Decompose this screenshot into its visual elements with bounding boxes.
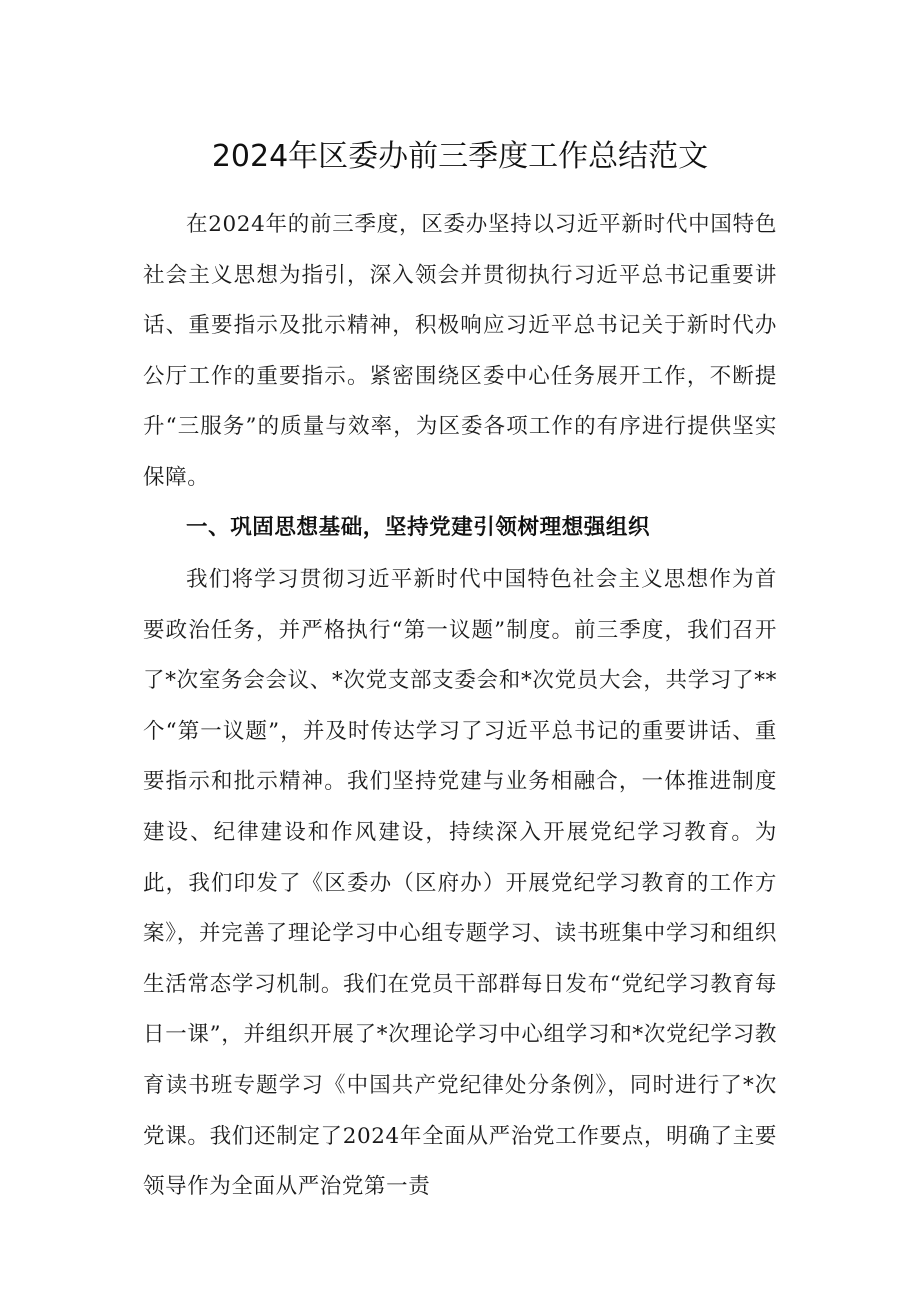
document-title: 2024年区委办前三季度工作总结范文	[211, 139, 709, 174]
section-paragraph: 我们将学习贯彻习近平新时代中国特色社会主义思想作为首要政治任务，并严格执行“第一议题”制度。前三季度，我们召开了*次室务会会议、*次党支部支委会和*次党员大会，共学习了**个“第一议题”，并及时传达学习了习近平总书记的重要讲话、重要指示和批示精神。我们坚持党建与业务相融合，一体推进制度建设、纪律建设和作风建设，持续深入开展党纪学习教育。为此，我们印发了《区委办（区府办）开展党纪学习教育的工作方案》，并完善了理论学习中心组专题学习、读书班集中学习和组织生活常态学习机制。我们在党员干部群每日发布“党纪学习教育每日一课”，并组织开展了*次理论学习中心组学习和*次党纪学习教育读书班专题学习《中国共产党纪律处分条例》，同时进行了*次党课。我们还制定了2024年全面从严治党工作要点，明确了主要领导作为全面从严治党第一责	[143, 567, 777, 1200]
intro-paragraph: 在2024年的前三季度，区委办坚持以习近平新时代中国特色社会主义思想为指引，深入领会并贯彻执行习近平总书记重要讲话、重要指示及批示精神，积极响应习近平总书记关于新时代办公厅工作的重要指示。紧密围绕区委中心任务展开工作，不断提升“三服务”的质量与效率，为区委各项工作的有序进行提供坚实保障。	[143, 212, 777, 490]
section-heading: 一、巩固思想基础，坚持党建引领树理想强组织	[186, 515, 651, 540]
